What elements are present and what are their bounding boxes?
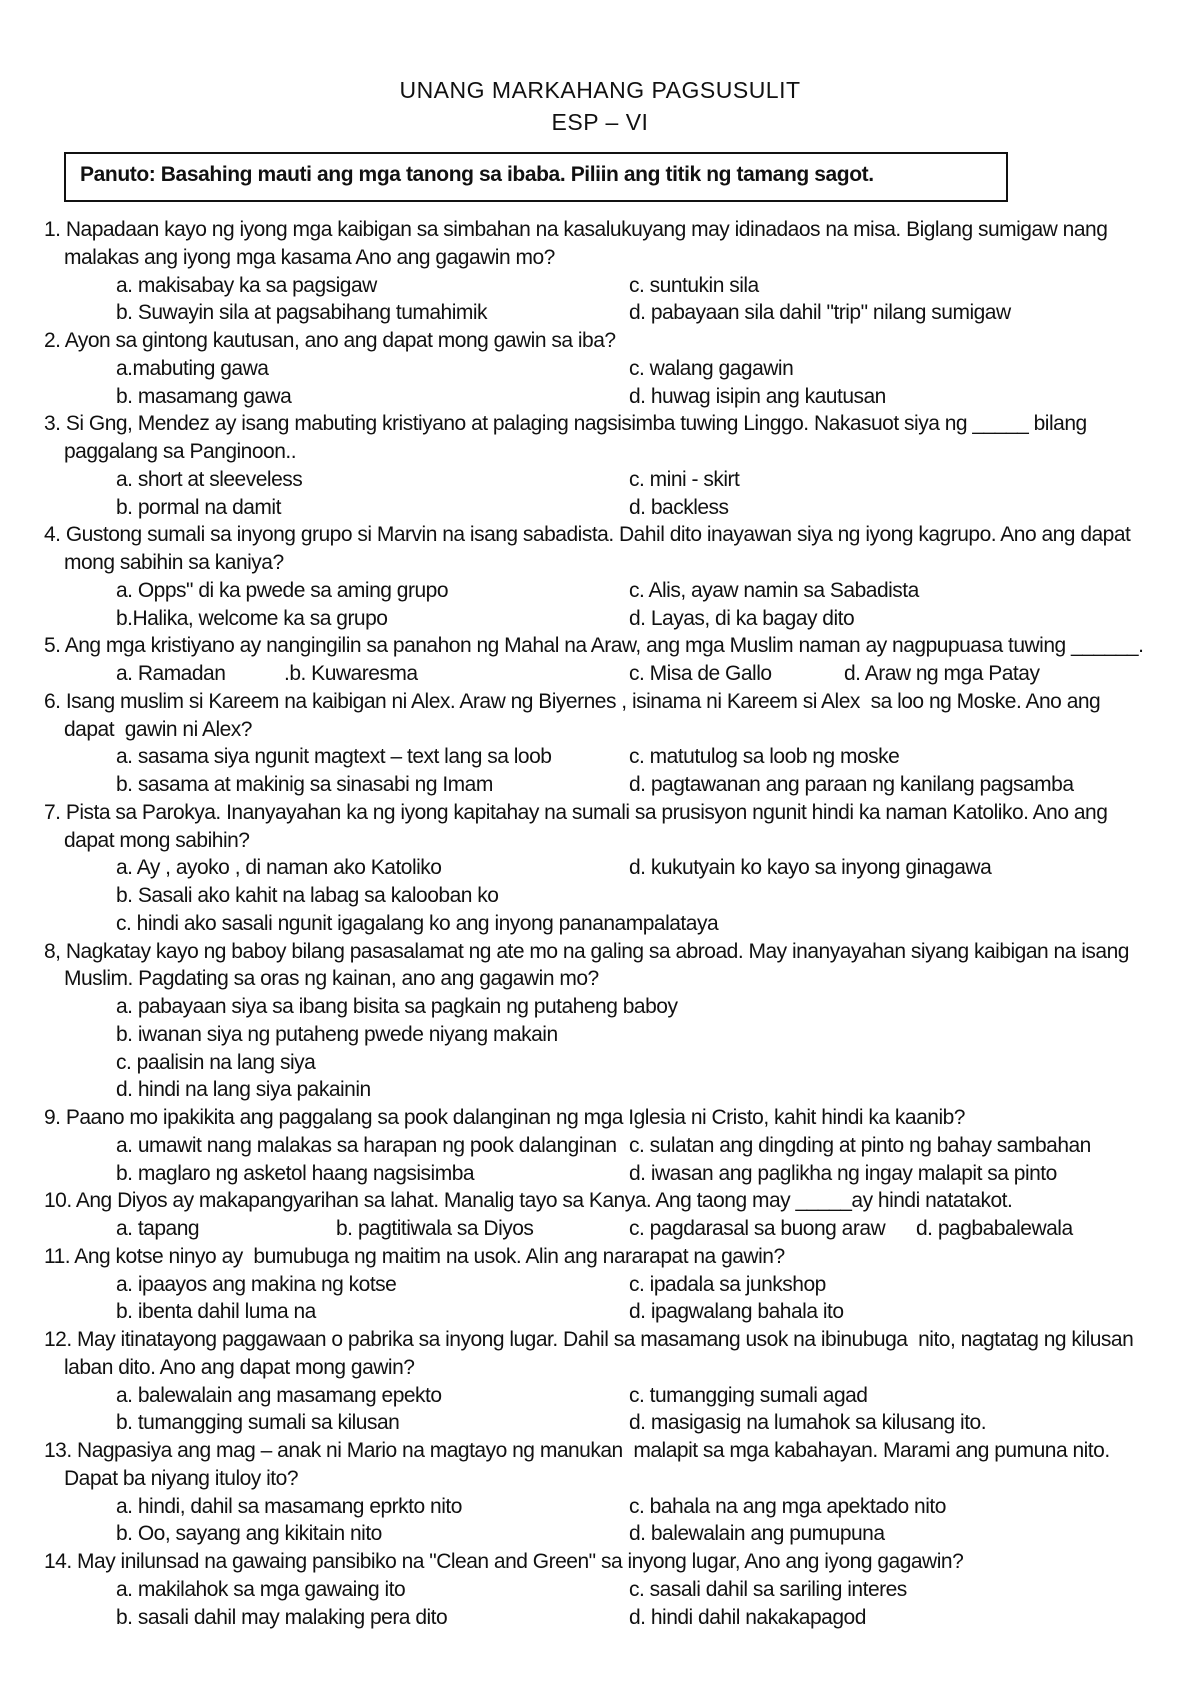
question-item (44, 1243, 1164, 1326)
choice-row (44, 1298, 1164, 1326)
answer-choice: a. makisabay ka sa pagsigaw (116, 273, 377, 297)
answer-choice: a. umawit nang malakas sa harapan ng pook dalanginan (116, 1133, 617, 1157)
question-item (44, 688, 1164, 799)
answer-choice: a. Ramadan (116, 662, 226, 685)
answer-choice: a. tapang (116, 1217, 200, 1240)
choice-row (44, 1604, 1164, 1632)
answer-choice: c. paalisin na lang siya (116, 1050, 316, 1074)
choice-row (44, 854, 1164, 882)
question-stem (44, 216, 1164, 272)
choice-row (44, 299, 1164, 327)
question-stem (44, 1187, 1164, 1215)
exam-title: UNANG MARKAHANG PAGSUSULIT (399, 77, 801, 103)
answer-choice: c. sasali dahil sa sariling interes (629, 1577, 907, 1601)
answer-choice: d. balewalain ang pumupuna (629, 1522, 885, 1546)
answer-choice: c. hindi ako sasali ngunit igagalang ko ang inyong pananampalataya (116, 911, 719, 935)
answer-choice: c. matutulog sa loob ng moske (629, 745, 900, 769)
question-text-continued: Dapat ba niyang ituloy ito? (64, 1466, 298, 1490)
answer-choice: a. Opps" di ka pwede sa aming grupo (116, 578, 448, 602)
question-text: 13. Nagpasiya ang mag – anak ni Mario na magtayo ng manukan malapit sa mga kabahayan. Marami ang pumuna nito. (44, 1439, 1110, 1462)
answer-choice: c. bahala na ang mga apektado nito (629, 1494, 946, 1518)
answer-choice: b. tumangging sumali sa kilusan (116, 1411, 400, 1435)
question-item (44, 327, 1164, 410)
answer-choice: c. walang gagawin (629, 356, 794, 380)
answer-choice: c. ipadala sa junkshop (629, 1272, 826, 1296)
question-text-continued: Muslim. Pagdating sa oras ng kainan, ano ang gagawin mo? (64, 967, 599, 991)
answer-choice: c. mini - skirt (629, 467, 740, 491)
question-text-continued: dapat mong sabihin? (64, 828, 250, 852)
question-text: 14. May inilunsad na gawaing pansibiko na "Clean and Green" sa inyong lugar, Ano ang iyong gagawin? (44, 1550, 964, 1573)
choice-row (44, 882, 1164, 910)
choice-row (44, 1271, 1164, 1299)
question-text: 1. Napadaan kayo ng iyong mga kaibigan sa simbahan na kasalukuyang may idinadaos na misa. Biglang sumigaw nang (44, 218, 1108, 241)
answer-choice: d. masigasig na lumahok sa kilusang ito. (629, 1411, 987, 1435)
answer-choice: c. sulatan ang dingding at pinto ng bahay sambahan (629, 1133, 1091, 1157)
question-text-continued: mong sabihin sa kaniya? (64, 551, 284, 574)
answer-choice: b. sasali dahil may malaking pera dito (116, 1605, 448, 1629)
question-item (44, 799, 1164, 938)
answer-choice: a. sasama siya ngunit magtext – text lang sa loob (116, 745, 552, 769)
choice-row (44, 1215, 1164, 1243)
choice-row (44, 1021, 1164, 1049)
answer-choice: b.Halika, welcome ka sa grupo (116, 606, 388, 630)
choice-row (44, 743, 1164, 771)
answer-choice: c. tumangging sumali agad (629, 1383, 868, 1407)
answer-choice: a. makilahok sa mga gawaing ito (116, 1577, 406, 1601)
answer-choice: b. Oo, sayang ang kikitain nito (116, 1522, 382, 1546)
answer-choice: d. ipagwalang bahala ito (629, 1300, 844, 1324)
choice-row (44, 494, 1164, 522)
answer-choice: b. maglaro ng asketol haang nagsisimba (116, 1161, 475, 1185)
choice-row (44, 1132, 1164, 1160)
answer-choice: d. hindi dahil nakakapagod (629, 1605, 866, 1629)
question-stem (44, 1104, 1164, 1132)
question-text: 4. Gustong sumali sa inyong grupo si Marvin na isang sabadista. Dahil dito inayawan siya ng iyong kagrupo. Ano ang dapat (44, 523, 1131, 547)
question-text: 2. Ayon sa gintong kautusan, ano ang dapat mong gawin sa iba? (44, 329, 616, 352)
answer-choice: d. kukutyain ko kayo sa inyong ginagawa (629, 856, 992, 880)
answer-choice: d. hindi na lang siya pakainin (116, 1078, 371, 1102)
answer-choice: d. iwasan ang paglikha ng ingay malapit sa pinto (629, 1161, 1057, 1185)
question-stem (44, 688, 1164, 744)
choice-row (44, 993, 1164, 1021)
question-text: 8, Nagkatay kayo ng baboy bilang pasasalamat ng ate mo na galing sa abroad. May inanyayahan siyang kaibigan na isang (44, 939, 1129, 963)
question-stem (44, 1243, 1164, 1271)
question-text-continued: laban dito. Ano ang dapat mong gawin? (64, 1355, 415, 1379)
question-text: 6. Isang muslim si Kareem na kaibigan ni Alex. Araw ng Biyernes , isinama ni Kareem si Alex sa loo ng Moske. Ano ang (44, 689, 1101, 713)
choice-row (44, 771, 1164, 799)
answer-choice: a. hindi, dahil sa masamang eprkto nito (116, 1494, 462, 1518)
answer-choice: c. pagdarasal sa buong araw (629, 1217, 886, 1240)
answer-choice: a. short at sleeveless (116, 467, 303, 491)
answer-choice: d. pagbabalewala (916, 1217, 1073, 1240)
question-stem (44, 327, 1164, 355)
question-item (44, 1187, 1164, 1243)
answer-choice: b. pormal na damit (116, 495, 281, 519)
answer-choice: d. Layas, di ka bagay dito (629, 606, 855, 630)
answer-choice: d. backless (629, 495, 729, 519)
choice-row (44, 1493, 1164, 1521)
answer-choice: d. Araw ng mga Patay (844, 662, 1040, 685)
question-item (44, 1326, 1164, 1437)
question-text: 3. Si Gng, Mendez ay isang mabuting kristiyano at palaging nagsisimba tuwing Linggo. Nakasuot siya ng _____ bilang (44, 412, 1087, 436)
question-item (44, 216, 1164, 327)
question-item (44, 1437, 1164, 1548)
question-item (44, 632, 1164, 688)
question-stem (44, 799, 1164, 855)
choice-row (44, 660, 1164, 688)
choice-row (44, 605, 1164, 633)
answer-choice: b. Suwayin sila at pagsabihang tumahimik (116, 301, 488, 325)
answer-choice: b. Sasali ako kahit na labag sa kalooban ko (116, 884, 499, 907)
question-list (44, 216, 1164, 1631)
choice-row (44, 1409, 1164, 1437)
question-item (44, 1104, 1164, 1187)
question-stem (44, 521, 1164, 577)
choice-row (44, 1520, 1164, 1548)
answer-choice: a. pabayaan siya sa ibang bisita sa pagkain ng putaheng baboy (116, 995, 678, 1018)
question-text: 5. Ang mga kristiyano ay nangingilin sa panahon ng Mahal na Araw, ang mga Muslim naman ay nagpupuasa tuwing ______. (44, 634, 1144, 658)
answer-choice: b. masamang gawa (116, 384, 292, 408)
exam-subtitle: ESP – VI (551, 109, 649, 135)
choice-row (44, 272, 1164, 300)
question-text: 12. May itinatayong paggawaan o pabrika sa inyong lugar. Dahil sa masamang usok na ibinubuga nito, nagtatag ng kilusan (44, 1328, 1134, 1351)
answer-choice: a. ipaayos ang makina ng kotse (116, 1272, 397, 1296)
answer-choice: d. pabayaan sila dahil "trip" nilang sumigaw (629, 301, 1011, 325)
instruction-box (64, 152, 1008, 202)
question-item (44, 410, 1164, 521)
answer-choice: a.mabuting gawa (116, 356, 269, 380)
instruction-text: Panuto: Basahing mauti ang mga tanong sa ibaba. Piliin ang titik ng tamang sagot. (80, 163, 874, 186)
choice-row (44, 1076, 1164, 1104)
question-stem (44, 632, 1164, 660)
choice-row (44, 1576, 1164, 1604)
choice-row (44, 383, 1164, 411)
choice-row (44, 1049, 1164, 1077)
answer-choice: a. Ay , ayoko , di naman ako Katoliko (116, 856, 442, 880)
question-stem (44, 1326, 1164, 1382)
question-stem (44, 1437, 1164, 1493)
question-item (44, 938, 1164, 1105)
answer-choice: c. Alis, ayaw namin sa Sabadista (629, 578, 919, 602)
choice-row (44, 910, 1164, 938)
answer-choice: a. balewalain ang masamang epekto (116, 1383, 442, 1407)
answer-choice: d. pagtawanan ang paraan ng kanilang pagsamba (629, 773, 1074, 796)
question-stem (44, 938, 1164, 994)
answer-choice: .b. Kuwaresma (284, 662, 418, 685)
answer-choice: b. pagtitiwala sa Diyos (336, 1217, 534, 1240)
choice-row (44, 355, 1164, 383)
answer-choice: b. iwanan siya ng putaheng pwede niyang makain (116, 1022, 558, 1046)
question-stem (44, 410, 1164, 466)
question-text-continued: paggalang sa Panginoon.. (64, 440, 297, 463)
question-text: 10. Ang Diyos ay makapangyarihan sa lahat. Manalig tayo sa Kanya. Ang taong may _____ay hindi natatakot. (44, 1189, 1013, 1213)
question-text: 7. Pista sa Parokya. Inanyayahan ka ng iyong kapitahay na sumali sa prusisyon ngunit hindi ka naman Katoliko. Ano ang (44, 800, 1108, 824)
question-item (44, 1548, 1164, 1631)
question-stem (44, 1548, 1164, 1576)
question-item (44, 521, 1164, 632)
answer-choice: c. suntukin sila (629, 273, 759, 297)
answer-choice: b. ibenta dahil luma na (116, 1300, 316, 1324)
question-text-continued: dapat gawin ni Alex? (64, 717, 252, 741)
choice-row (44, 466, 1164, 494)
question-text: 11. Ang kotse ninyo ay bumubuga ng maitim na usok. Alin ang nararapat na gawin? (44, 1244, 785, 1268)
choice-row (44, 1160, 1164, 1188)
choice-row (44, 577, 1164, 605)
choice-row (44, 1382, 1164, 1410)
question-text: 9. Paano mo ipakikita ang paggalang sa pook dalanginan ng mga Iglesia ni Cristo, kahit hindi ka kaanib? (44, 1106, 965, 1129)
answer-choice: c. Misa de Gallo (629, 662, 772, 685)
answer-choice: d. huwag isipin ang kautusan (629, 384, 886, 408)
question-text-continued: malakas ang iyong mga kasama Ano ang gagawin mo? (64, 245, 555, 269)
answer-choice: b. sasama at makinig sa sinasabi ng Imam (116, 773, 493, 796)
